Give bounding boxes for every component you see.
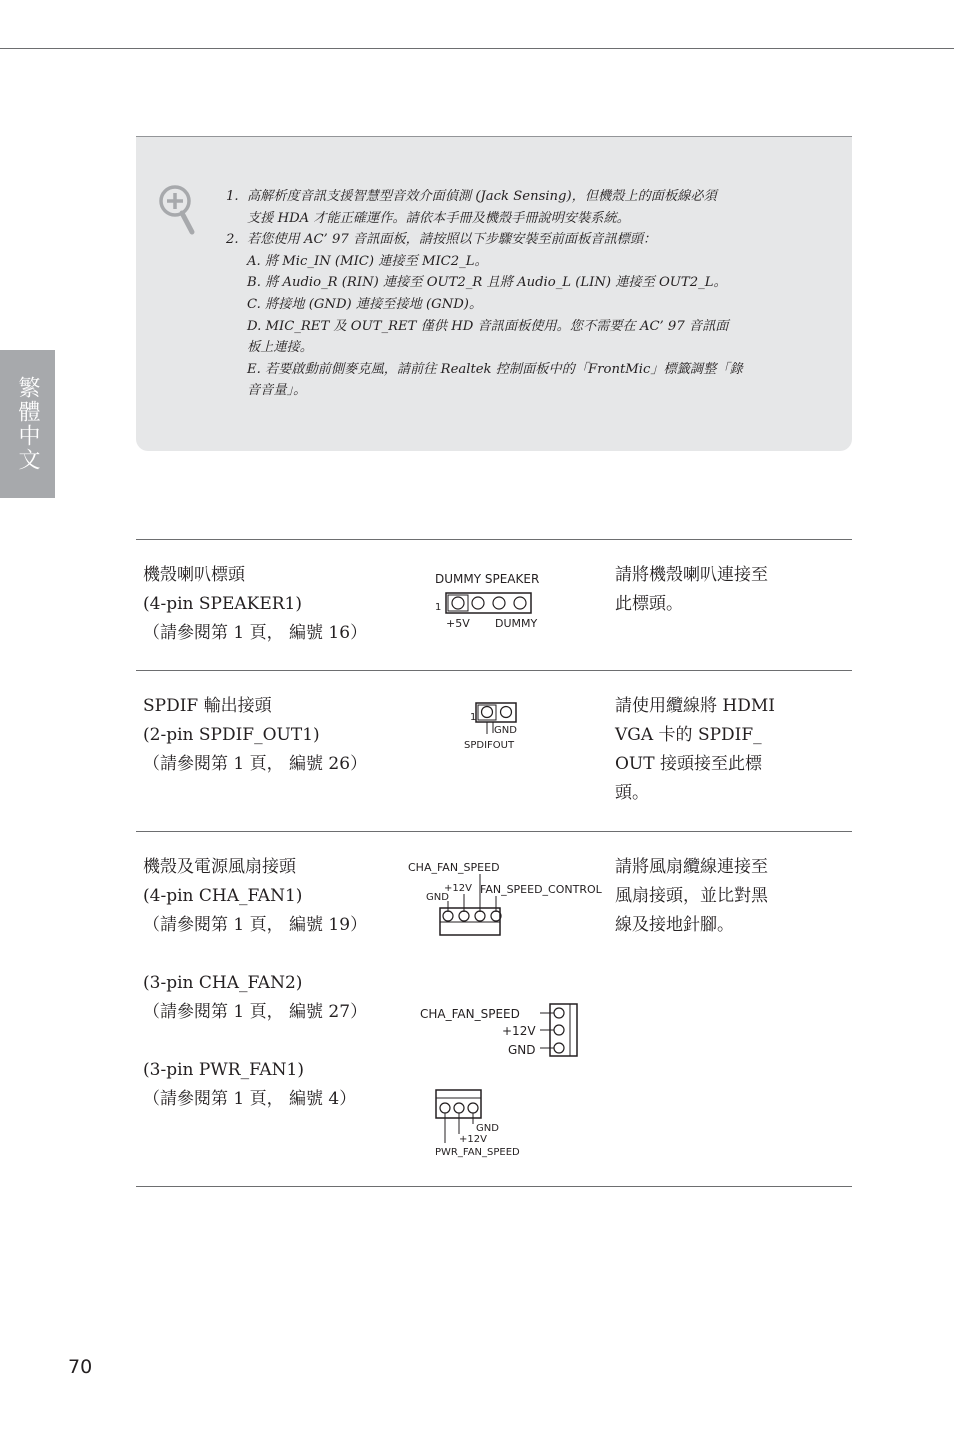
description-line: 請將風扇纜線連接至 — [615, 857, 768, 877]
description-line: 線及接地針腳。 — [615, 915, 734, 935]
cha-fan1-diagram — [404, 856, 610, 938]
header-reference: （請參閱第 1 頁， 編號 16） — [143, 623, 368, 643]
diagram-label: GND — [508, 1043, 536, 1057]
cha-fan2-diagram — [416, 1000, 586, 1060]
header-pin: (4-pin SPEAKER1) — [143, 594, 302, 614]
description-line: 風扇接頭，並比對黑 — [615, 886, 768, 906]
diagram-label: DUMMY — [495, 617, 538, 630]
speaker-header-info — [143, 561, 367, 648]
note-list — [224, 186, 794, 402]
description-line: 請使用纜線將 HDMI — [615, 696, 775, 716]
note-line: 若您使用 AC’ 97 音訊面板，請按照以下步驟安裝至前面板音訊標頭： — [247, 232, 657, 248]
magnifier-plus-icon — [158, 184, 198, 236]
note-line: 板上連接。 — [247, 340, 313, 356]
diagram-label: 1 — [470, 712, 477, 723]
top-rule — [0, 48, 954, 49]
diagram-label: CHA_FAN_SPEED — [408, 861, 500, 874]
diagram-label: GND — [494, 725, 517, 736]
header-pin: (3-pin CHA_FAN2) — [143, 973, 303, 993]
header-name: 機殼及電源風扇接頭 — [143, 857, 296, 877]
header-pin: (2-pin SPDIF_OUT1) — [143, 725, 320, 745]
spdif-header-diagram — [460, 700, 530, 752]
note-line: C. 將接地 (GND) 連接至接地 (GND)。 — [247, 296, 483, 312]
diagram-label: +12V — [502, 1024, 536, 1038]
note-line: 高解析度音訊支援智慧型音效介面偵測 (Jack Sensing)，但機殼上的面板線必須 — [247, 189, 717, 204]
pwr-fan1-diagram — [430, 1086, 550, 1160]
diagram-label: SPDIFOUT — [464, 740, 515, 751]
table-rule — [136, 670, 852, 671]
spdif-description — [615, 692, 795, 808]
note-line: A. 將 Mic_IN (MIC) 連接至 MIC2_L。 — [247, 253, 488, 269]
description-line: OUT 接頭接至此標 — [615, 754, 763, 774]
header-reference: （請參閱第 1 頁， 編號 27） — [143, 1002, 368, 1022]
diagram-label: PWR_FAN_SPEED — [435, 1147, 520, 1158]
spacer-line — [143, 940, 367, 969]
note-item-number: 1. — [226, 189, 239, 204]
note-line: 支援 HDA 才能正確運作。請依本手冊及機殼手冊說明安裝系統。 — [247, 210, 630, 226]
note-item-1 — [224, 186, 794, 229]
header-pin: (3-pin PWR_FAN1) — [143, 1060, 304, 1080]
table-rule — [136, 539, 852, 540]
header-name: SPDIF 輸出接頭 — [143, 696, 272, 716]
diagram-label: +5V — [446, 617, 470, 630]
note-item-2 — [224, 229, 794, 402]
note-line: D. MIC_RET 及 OUT_RET 僅供 HD 音訊面板使用。您不需要在 AC’ 97 音訊面 — [247, 318, 729, 334]
header-name: 機殼喇叭標頭 — [143, 565, 245, 585]
language-tab-label: 繁體中文 — [15, 376, 40, 472]
description-line: 此標頭。 — [615, 594, 683, 614]
description-line: 請將機殼喇叭連接至 — [615, 565, 768, 585]
header-pin: (4-pin CHA_FAN1) — [143, 886, 303, 906]
header-reference: （請參閱第 1 頁， 編號 4） — [143, 1089, 357, 1109]
diagram-label: GND — [476, 1123, 499, 1134]
diagram-label: 1 — [435, 602, 442, 613]
table-rule — [136, 1186, 852, 1187]
diagram-label: CHA_FAN_SPEED — [420, 1007, 520, 1021]
fan-description — [615, 853, 795, 940]
table-rule — [136, 831, 852, 832]
note-item-number: 2. — [226, 232, 239, 248]
diagram-label: DUMMY SPEAKER — [435, 572, 540, 586]
speaker-description — [615, 561, 795, 619]
page-number: 70 — [68, 1356, 93, 1378]
speaker-header-diagram — [430, 568, 560, 632]
diagram-label: +12V — [459, 1134, 487, 1145]
language-tab — [0, 350, 55, 498]
note-line: B. 將 Audio_R (RIN) 連接至 OUT2_R 且將 Audio_L (LIN) 連接至 OUT2_L。 — [247, 275, 727, 291]
fan-header-info — [143, 853, 367, 1114]
diagram-label: +12V — [444, 883, 472, 894]
description-line: VGA 卡的 SPDIF_ — [615, 725, 762, 745]
note-line: E. 若要啟動前側麥克風，請前往 Realtek 控制面板中的「FrontMic」標籤調整「錄 — [247, 361, 743, 377]
diagram-label: FAN_SPEED_CONTROL — [480, 883, 602, 896]
description-line: 頭。 — [615, 783, 649, 803]
header-reference: （請參閱第 1 頁， 編號 26） — [143, 754, 368, 774]
spdif-header-info — [143, 692, 367, 779]
spacer-line — [143, 1027, 367, 1056]
diagram-label: GND — [426, 892, 449, 903]
note-line: 音音量」。 — [247, 383, 307, 399]
header-reference: （請參閱第 1 頁， 編號 19） — [143, 915, 368, 935]
